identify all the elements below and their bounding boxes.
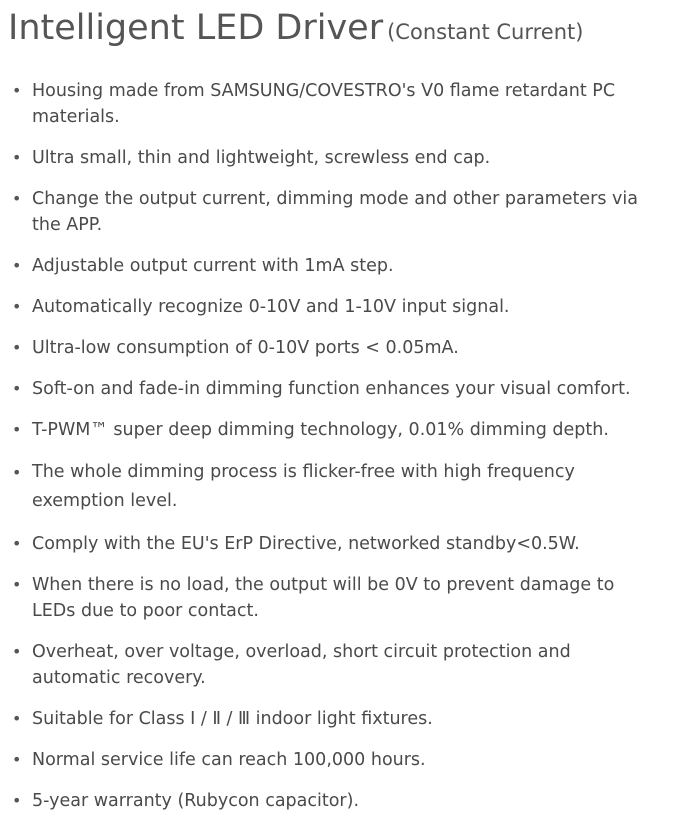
feature-item	[8, 639, 660, 691]
title-main: Intelligent LED Driver	[8, 8, 384, 48]
bullet-icon: •	[12, 642, 22, 661]
bullet-icon: •	[12, 256, 22, 275]
feature-item	[8, 376, 660, 402]
feature-text: Ultra small, thin and lightweight, screwless end cap.	[32, 148, 491, 168]
feature-text: Soft-on and fade-in dimming function enhances your visual comfort.	[32, 379, 631, 399]
bullet-icon: •	[12, 189, 22, 208]
bullet-icon: •	[12, 148, 22, 167]
feature-item	[8, 294, 660, 320]
feature-item	[8, 253, 660, 279]
feature-item	[8, 78, 660, 130]
bullet-icon: •	[12, 709, 22, 728]
feature-item	[8, 186, 660, 238]
feature-text: Overheat, over voltage, overload, short circuit protection and automatic recovery.	[32, 642, 571, 688]
feature-item	[8, 458, 660, 516]
feature-item	[8, 531, 660, 557]
page-title	[8, 8, 676, 52]
feature-text: Suitable for Class Ⅰ / Ⅱ / Ⅲ indoor light fixtures.	[32, 709, 433, 729]
bullet-icon: •	[12, 575, 22, 594]
bullet-icon: •	[12, 81, 22, 100]
bullet-icon: •	[12, 534, 22, 553]
feature-text: Housing made from SAMSUNG/COVESTRO's V0 flame retardant PC materials.	[32, 81, 616, 127]
feature-text: Automatically recognize 0-10V and 1-10V input signal.	[32, 297, 510, 317]
feature-text: The whole dimming process is flicker-free with high frequency exemption level.	[32, 462, 575, 511]
feature-item	[8, 572, 660, 624]
feature-item	[8, 747, 660, 773]
feature-text: T-PWM™ super deep dimming technology, 0.01% dimming depth.	[32, 420, 609, 440]
feature-text: Normal service life can reach 100,000 hours.	[32, 750, 426, 770]
feature-text: Ultra-low consumption of 0-10V ports < 0.05mA.	[32, 338, 459, 358]
feature-item	[8, 417, 660, 443]
bullet-icon: •	[12, 420, 22, 439]
feature-item	[8, 335, 660, 361]
feature-text: Change the output current, dimming mode and other parameters via the APP.	[32, 189, 638, 235]
feature-list	[8, 78, 660, 814]
bullet-icon: •	[12, 750, 22, 769]
feature-item	[8, 706, 660, 732]
bullet-icon: •	[12, 463, 22, 482]
feature-text: When there is no load, the output will be 0V to prevent damage to LEDs due to poor contact.	[32, 575, 615, 621]
feature-text: Adjustable output current with 1mA step.	[32, 256, 394, 276]
title-subtitle: (Constant Current)	[387, 20, 584, 44]
feature-text: 5-year warranty (Rubycon capacitor).	[32, 791, 360, 811]
feature-item	[8, 788, 660, 814]
bullet-icon: •	[12, 791, 22, 810]
bullet-icon: •	[12, 338, 22, 357]
feature-item	[8, 145, 660, 171]
feature-text: Comply with the EU's ErP Directive, networked standby<0.5W.	[32, 534, 580, 554]
bullet-icon: •	[12, 379, 22, 398]
bullet-icon: •	[12, 297, 22, 316]
